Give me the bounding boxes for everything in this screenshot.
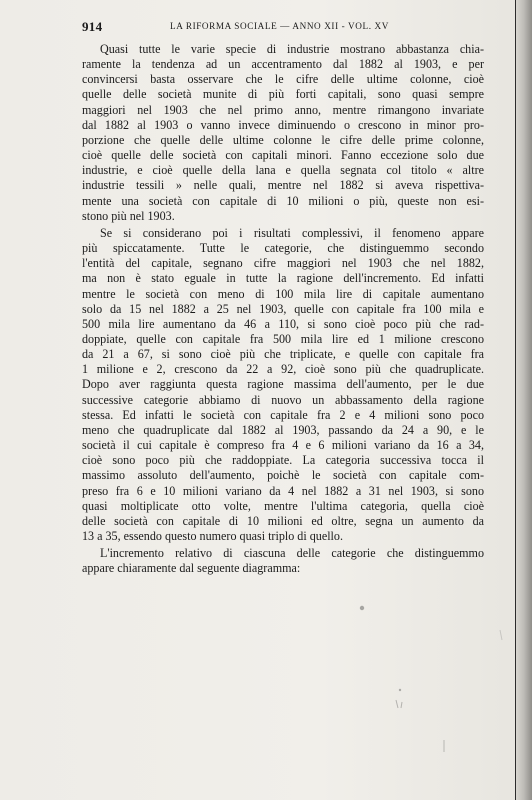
- text-line: industrie tessili » nelle quali, mentre nel 1882 si aveva rispettiva-: [82, 178, 484, 193]
- text-line: da 21 a 67, si sono cioè più che triplicate, e quelle con capitale fra: [82, 347, 484, 362]
- text-line: quelle delle società munite di più forti capitali, sono quasi sempre: [82, 87, 484, 102]
- text-line: cioè quelle delle società con capitali minori. Fanno eccezione solo due: [82, 148, 484, 163]
- text-line: 500 mila lire aumentano da 46 a 110, si sono cioè poco più che rad-: [82, 316, 484, 331]
- text-line: appare chiaramente dal seguente diagramma:: [82, 561, 301, 576]
- paragraph-2: [82, 226, 484, 544]
- text-line: industrie, e cioè quelle della lana e quella segnata col titolo « altre: [82, 163, 484, 178]
- text-line: dal 1882 al 1903 o vanno invece diminuendo o crescono in minor pro-: [82, 117, 484, 132]
- text-line: porzione che quelle delle ultime colonne le cifre delle prime colonne,: [82, 132, 484, 147]
- text-line: più spiccatamente. Tutte le categorie, che distinguemmo secondo: [82, 241, 484, 256]
- text-line: preso fra 6 e 10 milioni variano da 4 nel 1882 a 31 nel 1903, si sono: [82, 483, 484, 498]
- page-edge: [516, 0, 532, 800]
- text-line: l'entità del capitale, segnano cifre maggiori nel 1903 che nel 1882,: [82, 256, 484, 271]
- text-line: delle società con capitale di 10 milioni ed oltre, segna un aumento da: [82, 513, 484, 528]
- text-line: massimo assoluto dell'aumento, poichè le società con capitale com-: [82, 468, 484, 483]
- text-line: doppiate, quelle con capitale fra 500 mila lire ed 1 milione crescono: [82, 331, 484, 346]
- text-line: meno che quadruplicate dal 1882 al 1903, passando da 24 a 90, e le: [82, 422, 484, 437]
- paragraph-1: [82, 42, 484, 224]
- text-line: stono più nel 1903.: [82, 208, 175, 223]
- text-line: successive categorie abbiamo di nuovo un abbassamento della ragione: [82, 392, 484, 407]
- text-line: quasi moltiplicate otto volte, mentre l'ultima categoria, quella cioè: [82, 498, 484, 513]
- text-line: Dopo aver raggiunta questa ragione massima dell'aumento, per le due: [82, 377, 484, 392]
- page-number: 914: [82, 19, 103, 34]
- body-text: [82, 42, 484, 578]
- text-line: 13 a 35, essendo questo numero quasi triplo di quello.: [82, 529, 343, 543]
- text-line: Quasi tutte le varie specie di industrie mostrano abbastanza chia-: [100, 42, 484, 56]
- text-line: società il cui capitale è compreso fra 4 e 6 milioni variano da 16 a 34,: [82, 438, 484, 453]
- text-line: cioè sono poco più che raddoppiate. La categoria successiva tocca il: [82, 453, 484, 468]
- text-line: ramente la tendenza ad un accentramento dal 1882 al 1903, e per: [82, 57, 484, 72]
- running-head: LA RIFORMA SOCIALE — ANNO XII - VOL. XV: [170, 21, 389, 31]
- text-line: ma non è stato eguale in tutte la ragione dell'incremento. Ed infatti: [82, 271, 484, 286]
- text-line: maggiori nel 1903 che nel primo anno, mentre rimangono invariate: [82, 102, 484, 117]
- text-line: mente una società con capitale di 10 milioni o più, queste non esi-: [82, 193, 484, 208]
- text-line: mentre le società con meno di 100 mila lire di capitale aumentano: [82, 286, 484, 301]
- text-line: convincersi basta osservare che le cifre delle ultime colonne, cioè: [82, 72, 484, 87]
- text-line: solo da 15 nel 1882 a 25 nel 1903, quelle con capitale fra 100 mila e: [82, 301, 484, 316]
- text-line: stessa. Ed infatti le società con capitale fra 2 e 4 milioni sono poco: [82, 407, 484, 422]
- paragraph-3: [82, 546, 484, 576]
- page-header: [82, 19, 484, 35]
- text-line: 1 milione e 2, crescono da 22 a 92, cioè sono più che quadruplicate.: [82, 362, 484, 377]
- text-line: Se si considerano poi i risultati complessivi, il fenomeno appare: [100, 225, 484, 240]
- text-line: L'incremento relativo di ciascuna delle categorie che distinguemmo: [100, 546, 484, 561]
